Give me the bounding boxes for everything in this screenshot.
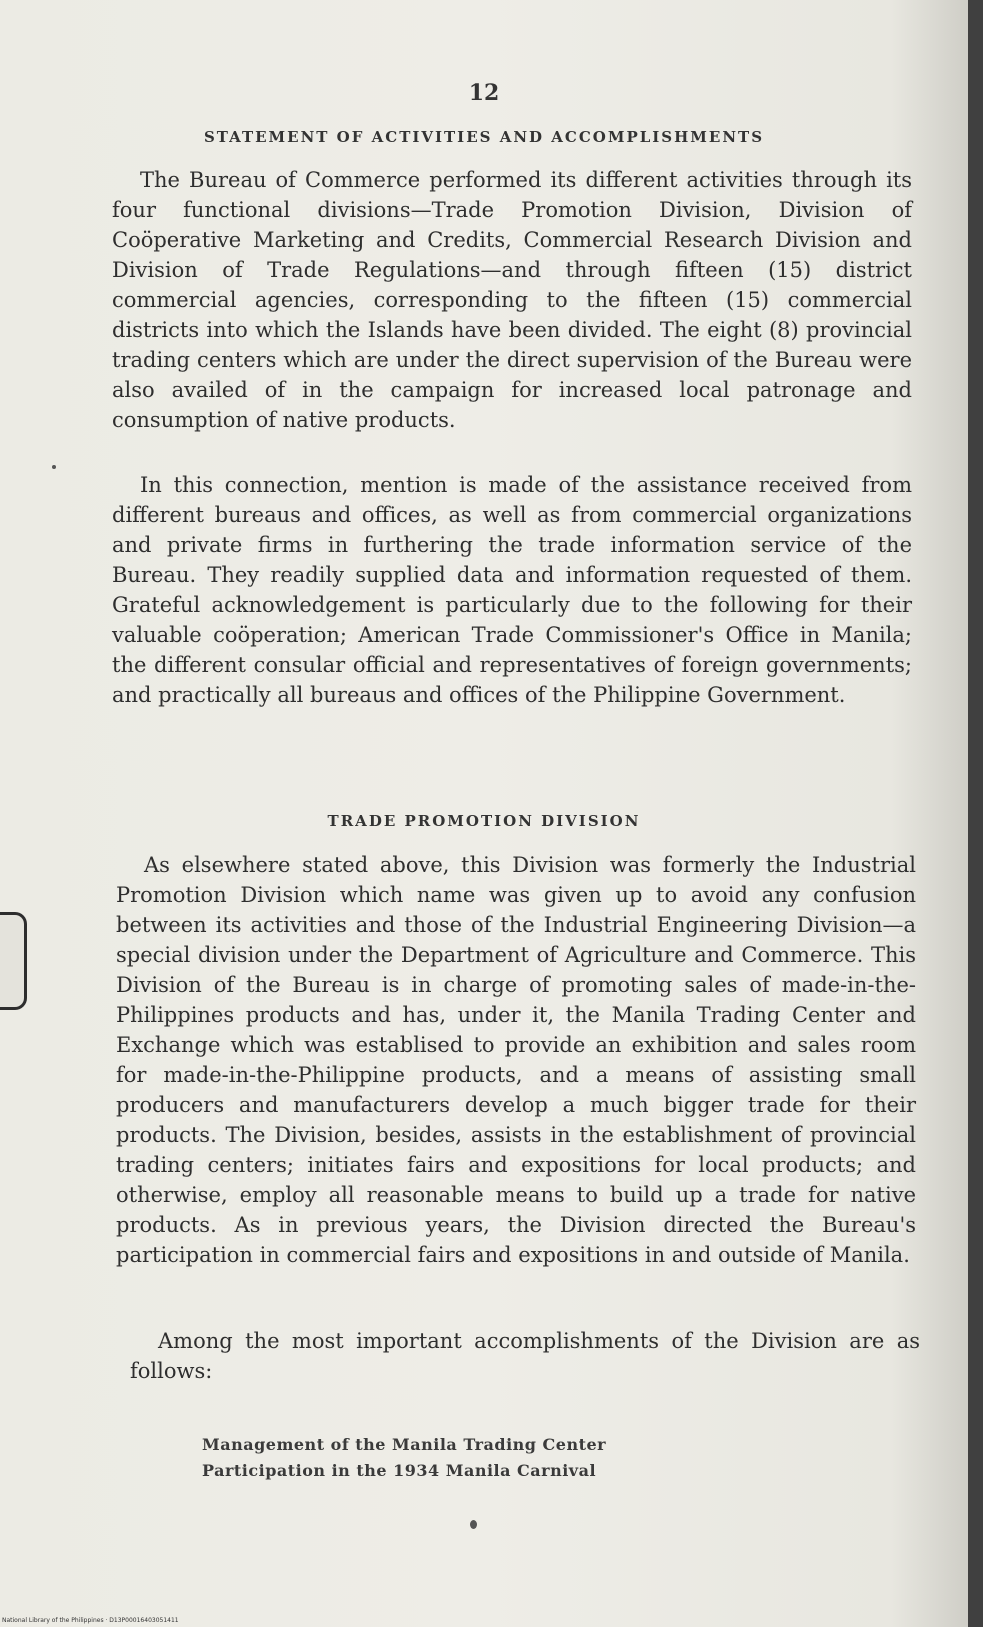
scan-footer-text: National Library of the Philippines · D13P00016403051411 — [2, 1617, 179, 1624]
list-item: Management of the Manila Trading Center — [202, 1435, 607, 1454]
paragraph-text: As elsewhere stated above, this Division was formerly the Industrial Promotion Division which name was given up to avoid any confusion between its activities and those of the Industrial Engineering Division—a special division under the Department of Agriculture and Commerce. This Division of the Bureau is in charge of promoting sales of made-in-the-Philippines products and has, under it, the Manila Trading Center and Exchange which was establised to provide an exhibition and sales room for made-in-the-Philippine products, and a means of assisting small producers and manufacturers develop a much bigger trade for their products. The Division, besides, assists in the establishment of provincial trading centers; initiates fairs and expositions for local products; and otherwise, employ all reasonable means to build up a trade for native products. As in previous years, the Division directed the Bureau's participation in commercial fairs and expositions in and outside of Manila. — [116, 853, 916, 1267]
list-item: Participation in the 1934 Manila Carnival — [202, 1461, 597, 1480]
paragraph-acknowledgement — [112, 470, 912, 710]
paragraph-accomplishments-intro — [130, 1326, 920, 1386]
section-heading-statement: STATEMENT OF ACTIVITIES AND ACCOMPLISHMENTS — [203, 128, 765, 146]
paragraph-text: In this connection, mention is made of the assistance received from different bureaus and offices, as well as from commercial organizations and private firms in furthering the trade information service of the Bureau. They readily supplied data and information requested of them. Grateful acknowledgement is particularly due to the following for their valuable coöperation; American Trade Commissioner's Office in Manila; the different consular official and representatives of foreign governments; and practically all bureaus and offices of the Philippine Government. — [112, 473, 912, 707]
paragraph-division-description — [116, 850, 916, 1270]
ink-speck-mark — [52, 465, 56, 469]
paragraph-text: Among the most important accomplishments of the Division are as follows: — [130, 1329, 920, 1383]
page-number: 12 — [468, 80, 500, 106]
ink-dot-mark — [470, 1520, 477, 1529]
binding-clip-mark — [0, 912, 27, 1010]
section-heading-trade-promotion: TRADE PROMOTION DIVISION — [327, 812, 641, 830]
paragraph-text: The Bureau of Commerce performed its different activities through its four functional divisions—Trade Promotion Division, Division of Coöperative Marketing and Credits, Commercial Research Division and Division of Trade Regulations—and through fifteen (15) district commercial agencies, corresponding to the fifteen (15) commercial districts into which the Islands have been divided. The eight (8) provincial trading centers which are under the direct supervision of the Bureau were also availed of in the campaign for increased local patronage and consumption of native products. — [112, 168, 912, 432]
page-edge-shadow — [968, 0, 983, 1627]
accomplishments-list — [202, 1432, 606, 1484]
paragraph-bureau-activities — [112, 165, 912, 435]
